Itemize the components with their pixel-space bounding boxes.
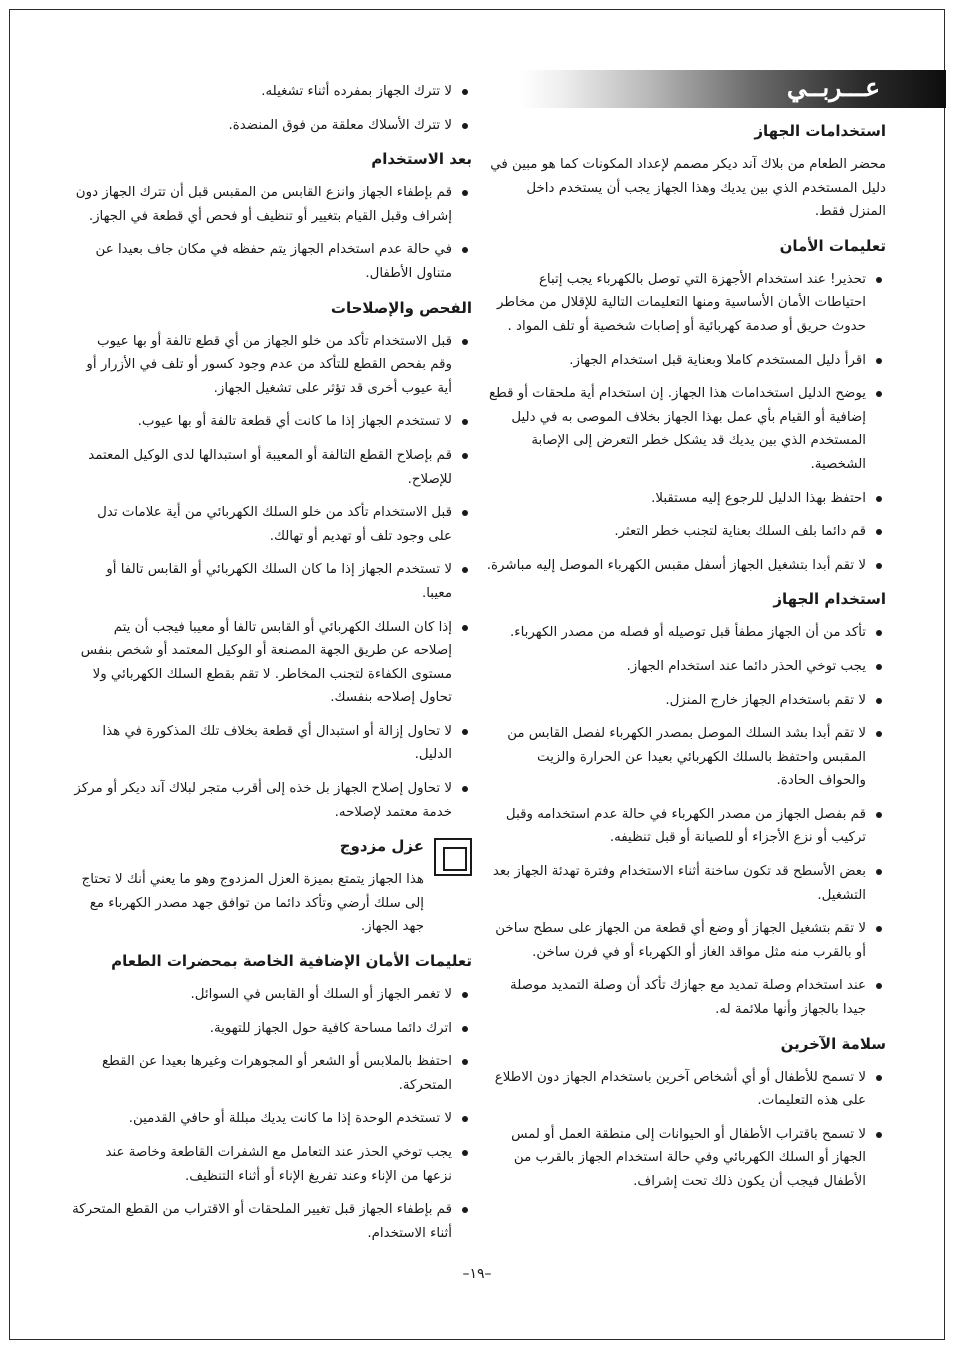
list-item: لا تقم أبدا بشد السلك الموصل بمصدر الكهرباء لفصل القابس من المقبس واحتفظ بالسلك الكهربائي بعيدا عن الحرارة والزيت والحواف الحادة. (486, 722, 886, 793)
heading-extra-safety: تعليمات الأمان الإضافية الخاصة بمحضرات الطعام (111, 952, 472, 971)
list-item: لا تستخدم الجهاز إذا ما كانت أي قطعة تالفة أو بها عيوب. (72, 410, 472, 434)
list-item: تحذير! عند استخدام الأجهزة التي توصل بالكهرباء يجب إتباع احتياطات الأمان الأساسية ومنها التعليمات التالية للإقلال من مخاطر حدوث حريق أو صدمة كهربائية أو إصابات شخصية أو تلف المواد . (486, 268, 886, 339)
list-item: إذا كان السلك الكهربائي أو القابس تالفا أو معيبا فيجب أن يتم إصلاحه عن طريق الجهة المصنعة أو الوكيل المعتمد أو شخص بنفس مستوى الكفاءة لتجنب المخاطر. لا تقم بقطع السلك الكهربائي ولا تحاول إصلاحه بنفسك. (72, 616, 472, 710)
list-item: لا تترك الأسلاك معلقة من فوق المنضدة. (72, 114, 472, 138)
list-item: لا تقم أبدا بتشغيل الجهاز أسفل مقبس الكهرباء الموصل إليه مباشرة. (486, 554, 886, 578)
list-item: اترك دائما مساحة كافية حول الجهاز للتهوية. (72, 1017, 472, 1041)
right-column (486, 118, 886, 1204)
list-item: يجب توخي الحذر عند التعامل مع الشفرات القاطعة وخاصة عند نزعها من الإناء وعند تفريغ الإناء أو أثناء التنظيف. (72, 1141, 472, 1188)
heading-using-appliance: استخدام الجهاز (773, 590, 886, 609)
heading-appliance-usage: استخدامات الجهاز (754, 122, 886, 140)
heading-safety-instructions: تعليمات الأمان (779, 236, 886, 255)
left-column (72, 80, 472, 1255)
list-item: لا تترك الجهاز بمفرده أثناء تشغيله. (72, 80, 472, 104)
list-item: بعض الأسطح قد تكون ساخنة أثناء الاستخدام وفترة تهدئة الجهاز بعد التشغيل. (486, 860, 886, 907)
list-item: لا تحاول إزالة أو استبدال أي قطعة بخلاف تلك المذكورة في هذا الدليل. (72, 720, 472, 767)
page-number: –١٩– (462, 1266, 492, 1282)
list-item: لا تسمح للأطفال أو أي أشخاص آخرين باستخدام الجهاز دون الاطلاع على هذه التعليمات. (486, 1066, 886, 1113)
list-item: لا تقم باستخدام الجهاز خارج المنزل. (486, 689, 886, 713)
list-item: قم بإطفاء الجهاز وانزع القابس من المقبس قبل أن تترك الجهاز دون إشراف وقبل القيام بتغيير أو تنظيف أو فحص أي قطعة في الجهاز. (72, 181, 472, 228)
list-item: تأكد من أن الجهاز مطفأ قبل توصيله أو فصله من مصدر الكهرباء. (486, 621, 886, 645)
list-item: لا تقم بتشغيل الجهاز أو وضع أي قطعة من الجهاز على سطح ساخن أو بالقرب منه مثل مواقد الغاز أو الكهرباء أو في فرن ساخن. (486, 917, 886, 964)
list-item: لا تستخدم الجهاز إذا ما كان السلك الكهربائي أو القابس تالفا أو معيبا. (72, 558, 472, 605)
usage-paragraph: محضر الطعام من بلاك آند ديكر مصمم لإعداد المكونات كما هو مبين في دليل المستخدم الذي بين يديك وهذا الجهاز يجب أن يستخدم داخل المنزل فقط. (490, 157, 886, 220)
heading-double-insulation: عزل مزدوج (339, 837, 424, 856)
double-insulation-icon (434, 838, 472, 876)
list-item: احتفظ بالملابس أو الشعر أو المجوهرات وغيرها بعيدا عن القطع المتحركة. (72, 1050, 472, 1097)
extra-list (72, 983, 472, 1245)
list-item: عند استخدام وصلة تمديد مع جهازك تأكد أن وصلة التمديد موصلة جيدا بالجهاز وأنها ملائمة له. (486, 974, 886, 1021)
double-insulation-block (72, 834, 472, 939)
top-list (72, 80, 472, 137)
inspect-list (72, 330, 472, 825)
safety-list (486, 268, 886, 578)
list-item: قم بإصلاح القطع التالفة أو المعيبة أو استبدالها لدى الوكيل المعتمد للإصلاح. (72, 444, 472, 491)
list-item: اقرأ دليل المستخدم كاملا وبعناية قبل استخدام الجهاز. (486, 349, 886, 373)
list-item: قبل الاستخدام تأكد من خلو الجهاز من أي قطع تالفة أو بها عيوب وقم بفحص القطع للتأكد من عدم وجود كسور أو تلف في الأزرار أو أية عيوب أخرى قد تؤثر على تشغيل الجهاز. (72, 330, 472, 401)
use-list (486, 621, 886, 1021)
list-item: قبل الاستخدام تأكد من خلو السلك الكهربائي من أية علامات تدل على وجود تلف أو تهديم أو تهالك. (72, 501, 472, 548)
list-item: قم بإطفاء الجهاز قبل تغيير الملحقات أو الاقتراب من القطع المتحركة أثناء الاستخدام. (72, 1198, 472, 1245)
language-banner (520, 70, 946, 108)
list-item: قم بفصل الجهاز من مصدر الكهرباء في حالة عدم استخدامه وقبل تركيب أو نزع الأجزاء أو للصيانة أو قبل تنظيفه. (486, 803, 886, 850)
others-list (486, 1066, 886, 1194)
list-item: قم دائما بلف السلك بعناية لتجنب خطر التعثر. (486, 520, 886, 544)
language-title: عـــربــي (786, 73, 880, 102)
heading-after-use: بعد الاستخدام (371, 150, 472, 169)
list-item: يوضح الدليل استخدامات هذا الجهاز. إن استخدام أية ملحقات أو قطع إضافية أو القيام بأي عمل بهذا الجهاز بخلاف الموصى به في دليل المستخدم الذي بين يديك قد يشكل خطر التعرض إلى الإصابة الشخصية. (486, 382, 886, 476)
list-item: في حالة عدم استخدام الجهاز يتم حفظه في مكان جاف بعيدا عن متناول الأطفال. (72, 238, 472, 285)
after-list (72, 181, 472, 285)
heading-inspection-repairs: الفحص والإصلاحات (330, 298, 472, 317)
list-item: يجب توخي الحذر دائما عند استخدام الجهاز. (486, 655, 886, 679)
list-item: لا تسمح باقتراب الأطفال أو الحيوانات إلى منطقة العمل أو لمس الجهاز أو السلك الكهربائي وفي حالة استخدام الجهاز بالقرب من الأطفال فيجب أن يكون ذلك تحت إشراف. (486, 1123, 886, 1194)
list-item: احتفظ بهذا الدليل للرجوع إليه مستقبلا. (486, 487, 886, 511)
heading-others-safety: سلامة الآخرين (780, 1034, 886, 1053)
list-item: لا تستخدم الوحدة إذا ما كانت يديك مبللة أو حافي القدمين. (72, 1107, 472, 1131)
list-item: لا تغمر الجهاز أو السلك أو القابس في السوائل. (72, 983, 472, 1007)
list-item: لا تحاول إصلاح الجهاز بل خذه إلى أقرب متجر لبلاك آند ديكر أو مركز خدمة معتمد لإصلاحه. (72, 777, 472, 824)
insulation-paragraph: هذا الجهاز يتمتع بميزة العزل المزدوج وهو ما يعني أنك لا تحتاج إلى سلك أرضي وتأكد دائما من توافق جهد مصدر الكهرباء مع جهد الجهاز. (81, 872, 424, 935)
